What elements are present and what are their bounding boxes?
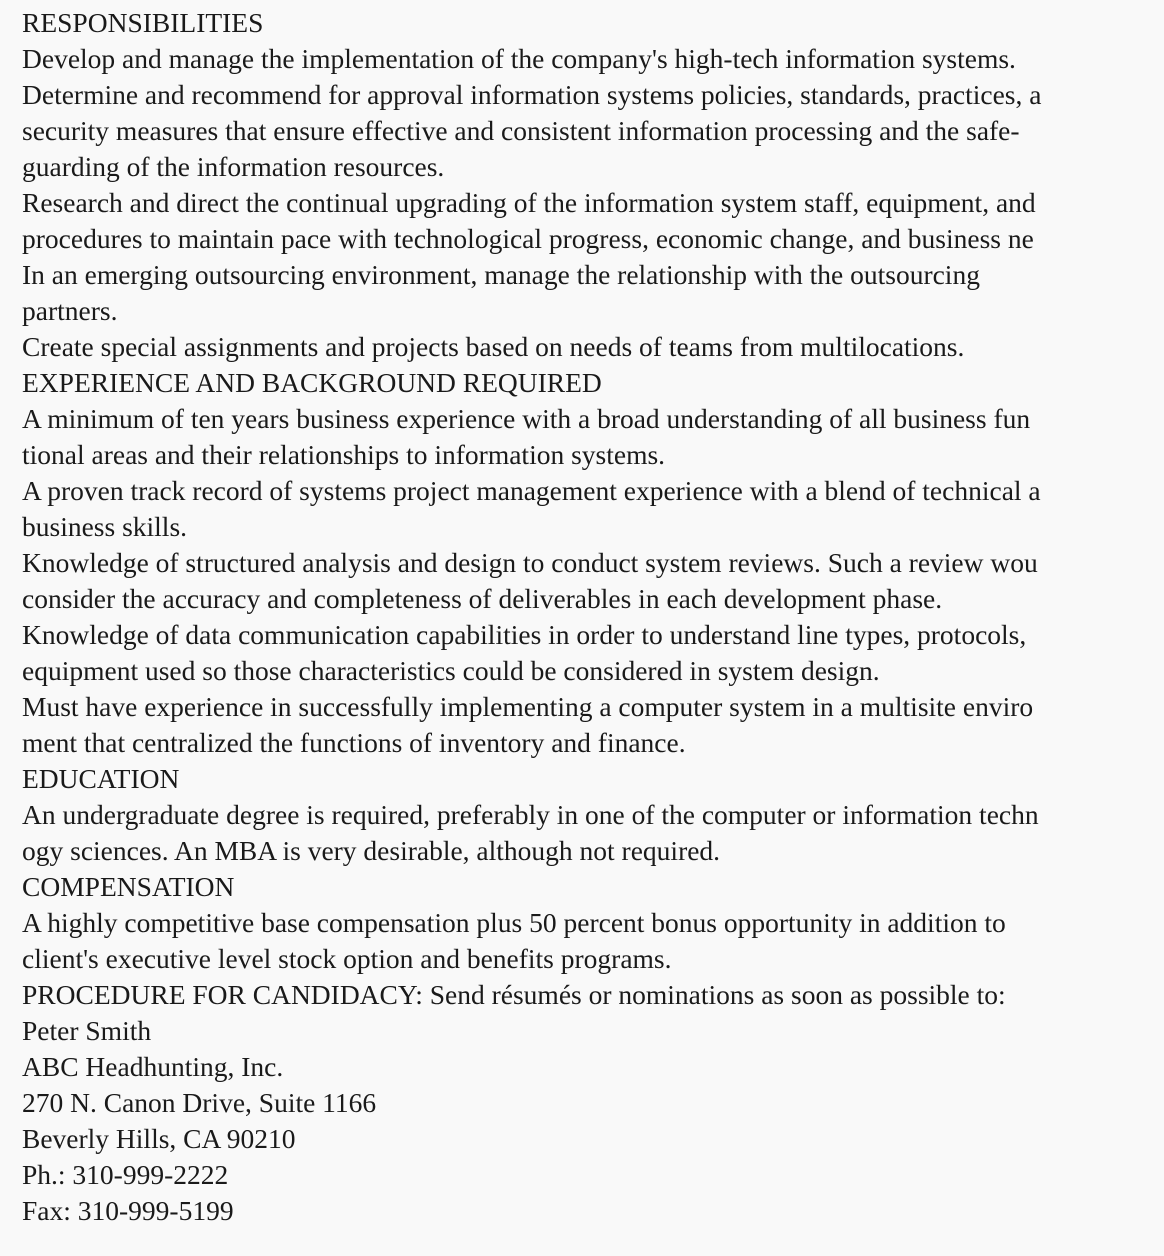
contact-phone: Ph.: 310-999-2222 bbox=[22, 1159, 229, 1190]
experience-line: ment that centralized the functions of inventory and finance. bbox=[22, 727, 686, 758]
experience-line: tional areas and their relationships to information systems. bbox=[22, 439, 666, 470]
experience-line: A proven track record of systems project management experience with a blend of technical a bbox=[22, 475, 1041, 506]
compensation-section bbox=[22, 905, 1164, 977]
experience-line: business skills. bbox=[22, 511, 188, 542]
responsibilities-line: security measures that ensure effective and consistent information processing and the safe- bbox=[22, 115, 1020, 146]
responsibilities-heading: RESPONSIBILITIES bbox=[22, 7, 264, 38]
responsibilities-line: In an emerging outsourcing environment, manage the relationship with the outsourcing bbox=[22, 259, 980, 290]
experience-heading: EXPERIENCE AND BACKGROUND REQUIRED bbox=[22, 367, 602, 398]
experience-line: consider the accuracy and completeness of deliverables in each development phase. bbox=[22, 583, 943, 614]
job-description-document bbox=[22, 5, 1164, 1229]
responsibilities-line: Research and direct the continual upgrading of the information system staff, equipment, and bbox=[22, 187, 1036, 218]
compensation-heading: COMPENSATION bbox=[22, 871, 235, 902]
experience-line: equipment used so those characteristics could be considered in system design. bbox=[22, 655, 880, 686]
candidacy-procedure-section bbox=[22, 977, 1164, 1229]
experience-line: A minimum of ten years business experience with a broad understanding of all business fun bbox=[22, 403, 1031, 434]
experience-section bbox=[22, 401, 1164, 761]
education-line: An undergraduate degree is required, preferably in one of the computer or information techn bbox=[22, 799, 1039, 830]
compensation-line: client's executive level stock option and benefits programs. bbox=[22, 943, 672, 974]
education-heading: EDUCATION bbox=[22, 763, 180, 794]
responsibilities-line: Determine and recommend for approval information systems policies, standards, practices, a bbox=[22, 79, 1042, 110]
education-section bbox=[22, 797, 1164, 869]
contact-name: Peter Smith bbox=[22, 1015, 152, 1046]
compensation-line: A highly competitive base compensation plus 50 percent bonus opportunity in addition to bbox=[22, 907, 1006, 938]
contact-company: ABC Headhunting, Inc. bbox=[22, 1051, 284, 1082]
contact-street-address: 270 N. Canon Drive, Suite 1166 bbox=[22, 1087, 377, 1118]
candidacy-procedure-text: PROCEDURE FOR CANDIDACY: Send résumés or nominations as soon as possible to: bbox=[22, 979, 1006, 1010]
responsibilities-section bbox=[22, 41, 1164, 365]
clipped-previous-line bbox=[30, 0, 290, 4]
responsibilities-line: procedures to maintain pace with technological progress, economic change, and business ne bbox=[22, 223, 1034, 254]
responsibilities-line: Develop and manage the implementation of the company's high-tech information systems. bbox=[22, 43, 1016, 74]
contact-fax: Fax: 310-999-5199 bbox=[22, 1195, 234, 1226]
experience-line: Knowledge of structured analysis and design to conduct system reviews. Such a review wou bbox=[22, 547, 1038, 578]
contact-city-state-zip: Beverly Hills, CA 90210 bbox=[22, 1123, 296, 1154]
responsibilities-line: Create special assignments and projects based on needs of teams from multilocations. bbox=[22, 331, 965, 362]
education-line: ogy sciences. An MBA is very desirable, although not required. bbox=[22, 835, 721, 866]
experience-line: Knowledge of data communication capabilities in order to understand line types, protocols, bbox=[22, 619, 1027, 650]
responsibilities-line: guarding of the information resources. bbox=[22, 151, 445, 182]
experience-line: Must have experience in successfully implementing a computer system in a multisite enviro bbox=[22, 691, 1034, 722]
responsibilities-line: partners. bbox=[22, 295, 118, 326]
